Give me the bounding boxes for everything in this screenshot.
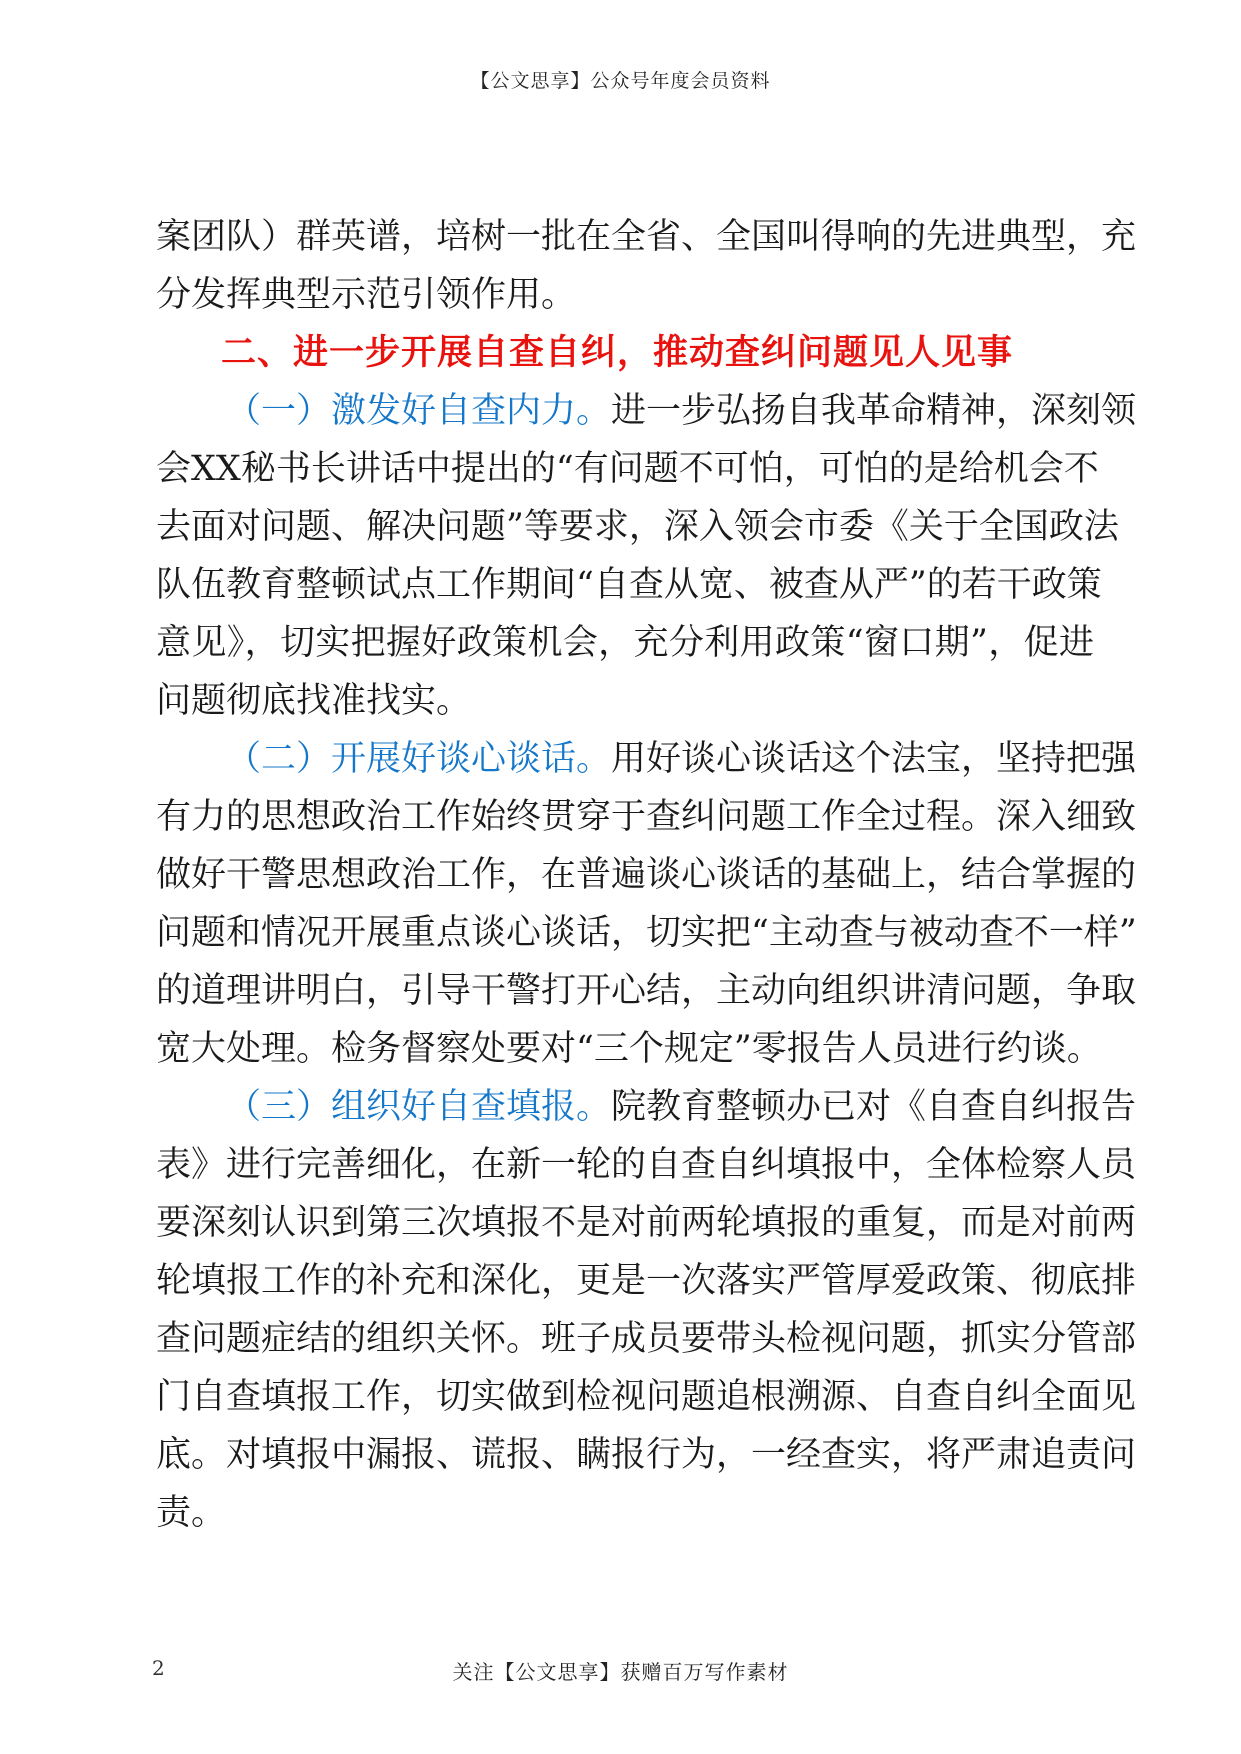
body-line: 责。 (156, 1493, 227, 1533)
body-line: 轮填报工作的补充和深化，更是一次落实严管厚爱政策、彻底排 (156, 1261, 1137, 1301)
paragraph-first-line (156, 382, 1137, 440)
body-line: 查问题症结的组织关怀。班子成员要带头检视问题，抓实分管部 (156, 1319, 1137, 1359)
body-line: 表》进行完善细化，在新一轮的自查自纠填报中，全体检察人员 (156, 1145, 1137, 1185)
document-body (156, 208, 1137, 1542)
body-line: 门自查填报工作，切实做到检视问题追根溯源、自查自纠全面见 (156, 1377, 1137, 1417)
body-line: 要深刻认识到第三次填报不是对前两轮填报的重复，而是对前两 (156, 1203, 1137, 1243)
body-text: 用好谈心谈话这个法宝，坚持把强 (611, 739, 1137, 779)
body-line: 会XX秘书长讲话中提出的“有问题不可怕，可怕的是给机会不 (156, 449, 1099, 489)
page-footer: 关注【公文思享】获赠百万写作素材 (452, 1660, 789, 1684)
page-number: 2 (152, 1656, 165, 1680)
body-line: 队伍教育整顿试点工作期间“自查从宽、被查从严”的若干政策 (156, 565, 1102, 605)
body-line: 做好干警思想政治工作，在普遍谈心谈话的基础上，结合掌握的 (156, 855, 1137, 895)
body-line: 有力的思想政治工作始终贯穿于查纠问题工作全过程。深入细致 (156, 797, 1137, 837)
paragraph-first-line (156, 1078, 1137, 1136)
subheading: （一）激发好自查内力。 (226, 391, 612, 431)
body-line: 宽大处理。检务督察处要对“三个规定”零报告人员进行约谈。 (156, 1029, 1102, 1069)
body-line: 意见》，切实把握好政策机会，充分利用政策“窗口期”，促进 (156, 623, 1094, 663)
body-line: 问题彻底找准找实。 (156, 681, 472, 721)
subheading: （三）组织好自查填报。 (226, 1087, 612, 1127)
body-line: 底。对填报中漏报、谎报、瞒报行为，一经查实，将严肃追责问 (156, 1435, 1137, 1475)
body-line: 案团队）群英谱，培树一批在全省、全国叫得响的先进典型，充 (156, 217, 1137, 257)
body-text: 进一步弘扬自我革命精神，深刻领 (611, 391, 1137, 431)
paragraph-first-line (156, 730, 1137, 788)
body-line: 分发挥典型示范引领作用。 (156, 275, 577, 315)
body-line: 问题和情况开展重点谈心谈话，切实把“主动查与被动查不一样” (156, 913, 1137, 953)
body-line: 去面对问题、解决问题”等要求，深入领会市委《关于全国政法 (156, 507, 1119, 547)
body-text: 院教育整顿办已对《自查自纠报告 (611, 1087, 1137, 1127)
page-header: 【公文思享】公众号年度会员资料 (470, 70, 771, 92)
body-line: 的道理讲明白，引导干警打开心结，主动向组织讲清问题，争取 (156, 971, 1137, 1011)
section-heading: 二、进一步开展自查自纠，推动查纠问题见人见事 (221, 333, 1014, 373)
subheading: （二）开展好谈心谈话。 (226, 739, 612, 779)
